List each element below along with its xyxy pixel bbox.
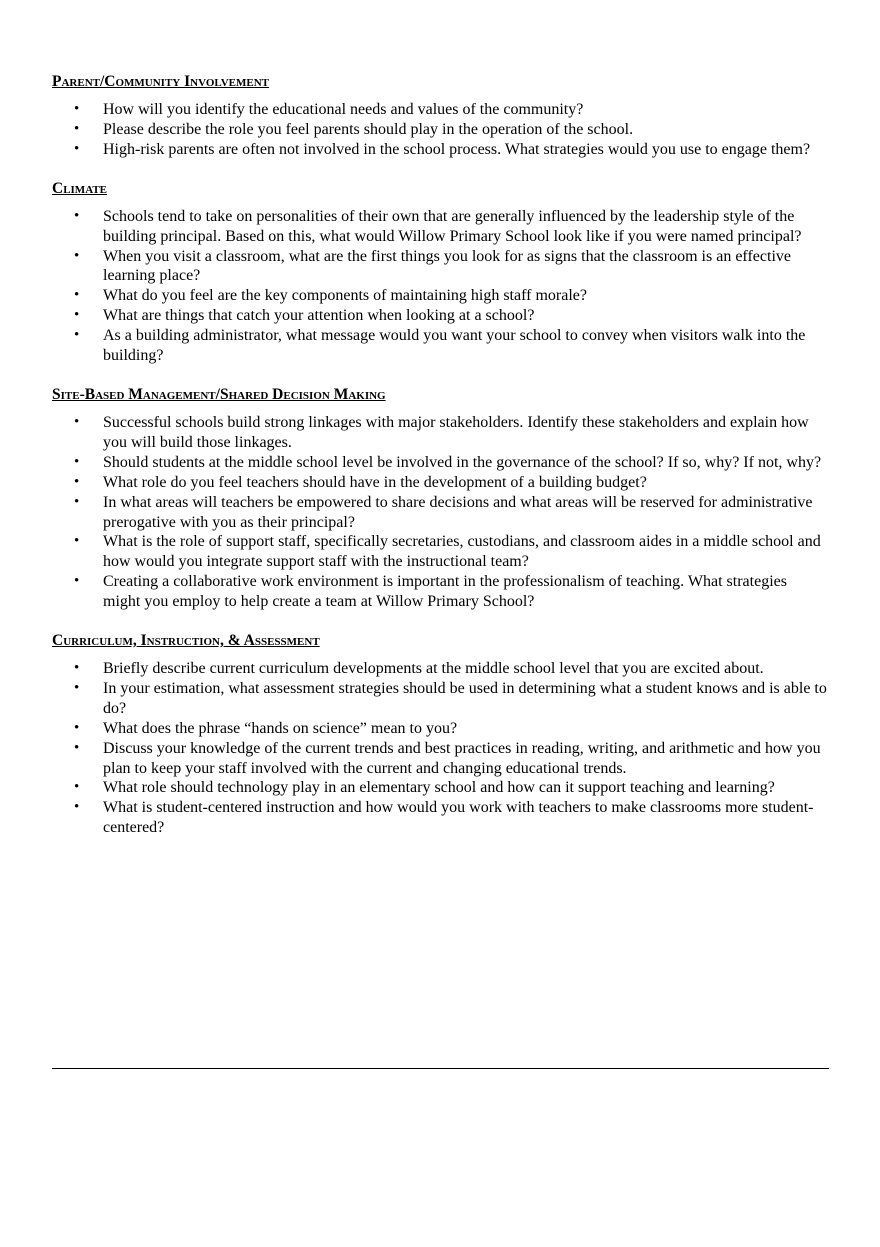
question-item xyxy=(52,326,828,366)
bullet-icon: • xyxy=(74,799,80,816)
question-item xyxy=(52,493,828,533)
question-text: In your estimation, what assessment strategies should be used in determining what a student knows and is able to do? xyxy=(103,679,827,717)
question-item xyxy=(52,120,828,140)
section xyxy=(52,179,830,366)
question-item xyxy=(52,739,828,779)
section-heading: Curriculum, Instruction, & Assessment xyxy=(52,632,320,650)
question-text: What do you feel are the key components of maintaining high staff morale? xyxy=(103,287,587,305)
section-heading: Site-Based Management/Shared Decision Making xyxy=(52,385,386,403)
bullet-icon: • xyxy=(74,573,80,590)
question-item xyxy=(52,286,828,306)
question-text: What are things that catch your attention when looking at a school? xyxy=(103,307,535,325)
question-list xyxy=(52,659,830,838)
question-item xyxy=(52,453,828,473)
bullet-icon: • xyxy=(74,207,80,224)
question-text: Discuss your knowledge of the current trends and best practices in reading, writing, and arithmetic and how you plan to keep your staff involved with the current and changing educational trends. xyxy=(103,739,821,777)
bullet-icon: • xyxy=(74,120,80,137)
question-list xyxy=(52,100,830,160)
bullet-icon: • xyxy=(74,739,80,756)
question-item xyxy=(52,473,828,493)
bullet-icon: • xyxy=(74,247,80,264)
question-list xyxy=(52,207,830,366)
bullet-icon: • xyxy=(74,413,80,430)
question-text: What is student-centered instruction and how would you work with teachers to make classrooms more student-centered? xyxy=(103,799,814,837)
question-item xyxy=(52,679,828,719)
bullet-icon: • xyxy=(74,533,80,550)
question-text: How will you identify the educational needs and values of the community? xyxy=(103,101,584,118)
question-text: Schools tend to take on personalities of their own that are generally influenced by the leadership style of the building principal. Based on this, what would Willow Primary School look like if you were named principal? xyxy=(103,207,802,245)
bullet-icon: • xyxy=(74,307,80,324)
bullet-icon: • xyxy=(74,453,80,470)
question-text: What is the role of support staff, specifically secretaries, custodians, and classroom aides in a middle school and how would you integrate support staff with the instructional team? xyxy=(103,533,821,571)
section xyxy=(52,72,830,160)
question-item xyxy=(52,207,828,247)
question-text: High-risk parents are often not involved in the school process. What strategies would you use to engage them? xyxy=(103,140,811,158)
question-item xyxy=(52,306,828,326)
question-item xyxy=(52,572,828,612)
question-text: In what areas will teachers be empowered to share decisions and what areas will be reserved for administrative prerogative with you as their principal? xyxy=(103,493,813,531)
question-text: What role should technology play in an elementary school and how can it support teaching and learning? xyxy=(103,779,775,797)
question-item xyxy=(52,659,828,679)
footer-divider xyxy=(52,1068,829,1069)
section-heading: Climate xyxy=(52,179,107,197)
question-item xyxy=(52,798,828,838)
bullet-icon: • xyxy=(74,287,80,304)
bullet-icon: • xyxy=(74,101,80,117)
question-text: What role do you feel teachers should have in the development of a building budget? xyxy=(103,473,647,491)
section-heading: Parent/Community Involvement xyxy=(52,73,269,90)
question-item xyxy=(52,532,828,572)
question-list xyxy=(52,413,830,612)
question-text: Successful schools build strong linkages with major stakeholders. Identify these stakeholders and explain how you will build those linkages. xyxy=(103,413,809,451)
bullet-icon: • xyxy=(74,719,80,736)
bullet-icon: • xyxy=(74,660,80,677)
question-text: When you visit a classroom, what are the first things you look for as signs that the classroom is an effective learning place? xyxy=(103,247,791,285)
question-item xyxy=(52,247,828,287)
question-text: Should students at the middle school level be involved in the governance of the school? If so, why? If not, why? xyxy=(103,453,822,471)
question-text: What does the phrase “hands on science” mean to you? xyxy=(103,719,458,737)
bullet-icon: • xyxy=(74,779,80,796)
bullet-icon: • xyxy=(74,473,80,490)
question-item xyxy=(52,413,828,453)
question-text: As a building administrator, what message would you want your school to convey when visitors walk into the building? xyxy=(103,327,806,365)
section xyxy=(52,631,830,838)
question-item xyxy=(52,778,828,798)
question-item xyxy=(52,100,828,120)
document-body xyxy=(52,72,830,857)
question-item xyxy=(52,140,828,160)
bullet-icon: • xyxy=(74,140,80,157)
question-text: Briefly describe current curriculum developments at the middle school level that you are excited about. xyxy=(103,660,764,678)
question-text: Creating a collaborative work environment is important in the professionalism of teaching. What strategies might you employ to help create a team at Willow Primary School? xyxy=(103,573,787,611)
section xyxy=(52,385,830,612)
bullet-icon: • xyxy=(74,679,80,696)
question-item xyxy=(52,719,828,739)
bullet-icon: • xyxy=(74,327,80,344)
bullet-icon: • xyxy=(74,493,80,510)
question-text: Please describe the role you feel parents should play in the operation of the school. xyxy=(103,120,634,138)
